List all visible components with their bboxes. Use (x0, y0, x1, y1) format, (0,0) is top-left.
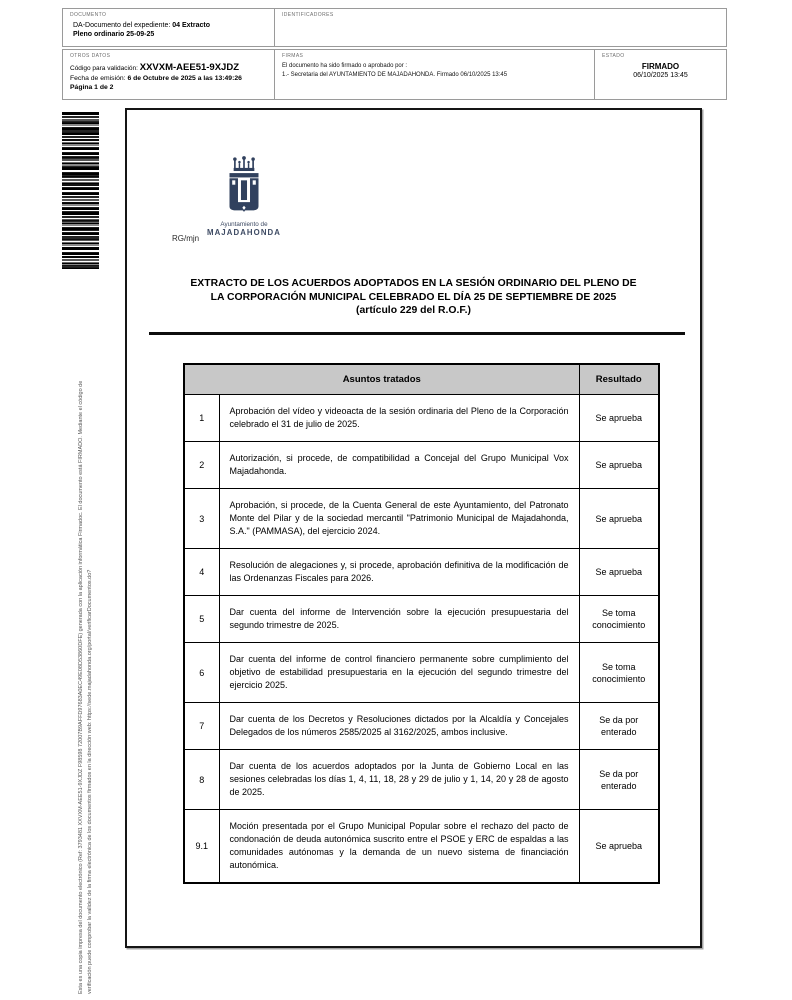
coat-of-arms-logo (219, 156, 269, 214)
acuerdos-table (183, 363, 660, 884)
document-sheet (125, 108, 702, 948)
reference-initials: RG/mjn (172, 234, 200, 243)
estado-datetime: 06/10/2025 13:45 (633, 72, 688, 79)
estado-box (595, 49, 727, 100)
table-row (184, 395, 659, 442)
table-row (184, 810, 659, 884)
row-number-cell: 5 (184, 596, 219, 643)
documento-box (62, 8, 275, 47)
resultado-cell: Se da por enterado (579, 703, 659, 750)
table-row (184, 489, 659, 549)
row-number-cell: 4 (184, 549, 219, 596)
documento-label: DOCUMENTO (70, 12, 107, 18)
asunto-cell: Dar cuenta de los acuerdos adoptados por la Junta de Gobierno Local en las sesiones celebradas los días 1, 4, 11, 18, 28 y 29 de julio y 1, 14, 20 y 28 de agosto de 2025. (219, 750, 579, 810)
resultado-cell: Se aprueba (579, 549, 659, 596)
firmas-box (275, 49, 595, 100)
logo-caption-line1: Ayuntamiento de (220, 221, 268, 228)
metadata-header (62, 8, 727, 100)
firmas-label: FIRMAS (282, 53, 304, 59)
codigo-label: Código para validación: (70, 65, 140, 72)
verification-line-2: verificación puede comprobar la validez de la firma electrónica de los documentos firmados en la dirección web: https://sede.majadahonda.org/portal/verificarDocumentos.do? (86, 569, 93, 994)
header-resultado: Resultado (579, 364, 659, 395)
table-row (184, 750, 659, 810)
estado-label: ESTADO (602, 53, 625, 59)
expediente-label: DA-Documento del expediente: (73, 22, 173, 29)
row-number-cell: 1 (184, 395, 219, 442)
verification-side-text (77, 278, 94, 994)
title-line-1: EXTRACTO DE LOS ACUERDOS ADOPTADOS EN LA SESIÓN ORDINARIO DEL PLENO DE (190, 278, 637, 289)
fecha-label: Fecha de emisión: (70, 75, 128, 82)
title-divider-rule (149, 332, 685, 335)
identificadores-box (275, 8, 727, 47)
resultado-cell: Se da por enterado (579, 750, 659, 810)
firmas-signer: 1.- Secretaria del AYUNTAMIENTO DE MAJADAHONDA. Firmado 06/10/2025 13:45 (282, 71, 508, 78)
resultado-cell: Se aprueba (579, 489, 659, 549)
asunto-cell: Aprobación del vídeo y videoacta de la sesión ordinaria del Pleno de la Corporación celebrado el 31 de julio de 2025. (219, 395, 579, 442)
row-number-cell: 7 (184, 703, 219, 750)
table-row (184, 442, 659, 489)
asunto-cell: Dar cuenta del informe de control financiero permanente sobre cumplimiento del objetivo de estabilidad presupuestaria en la ejecución del segundo trimestre del ejercicio 2025. (219, 643, 579, 703)
resultado-cell: Se aprueba (579, 395, 659, 442)
logo-block (189, 156, 299, 237)
asunto-cell: Dar cuenta del informe de Intervención sobre la ejecución presupuestaria del segundo trimestre de 2025. (219, 596, 579, 643)
resultado-cell: Se toma conocimiento (579, 596, 659, 643)
asunto-cell: Aprobación, si procede, de la Cuenta General de este Ayuntamiento, del Patronato Monte del Pilar y de la sociedad mercantil "Patrimonio Municipal de Majadahonda, S.A." (PAMMASA), del ejercicio 2024. (219, 489, 579, 549)
pleno-value: Pleno ordinario 25-09-25 (73, 31, 155, 38)
resultado-cell: Se toma conocimiento (579, 643, 659, 703)
firmas-intro: El documento ha sido firmado o aprobado por : (282, 63, 408, 69)
table-row (184, 643, 659, 703)
identificadores-label: IDENTIFICADORES (282, 12, 334, 18)
logo-caption-line2: MAJADAHONDA (206, 228, 282, 237)
resultado-cell: Se aprueba (579, 810, 659, 884)
row-number-cell: 9.1 (184, 810, 219, 884)
asunto-cell: Dar cuenta de los Decretos y Resoluciones dictados por la Alcaldía y Concejales Delegados de los números 2585/2025 al 3162/2025, ambos inclusive. (219, 703, 579, 750)
header-asuntos-tratados: Asuntos tratados (184, 364, 579, 395)
expediente-line (70, 21, 267, 30)
codigo-value: XXVXM-AEE51-9XJDZ (139, 62, 240, 73)
row-number-cell: 3 (184, 489, 219, 549)
row-number-cell: 6 (184, 643, 219, 703)
resultado-cell: Se aprueba (579, 442, 659, 489)
expediente-value: 04 Extracto (172, 22, 210, 29)
pagina-value: Página 1 de 2 (70, 84, 114, 91)
table-body (184, 395, 659, 884)
table-header-row (184, 364, 659, 395)
title-line-2: LA CORPORACIÓN MUNICIPAL CELEBRADO EL DÍA 25 DE SEPTIEMBRE DE 2025 (210, 291, 617, 303)
document-title (127, 277, 700, 318)
title-line-3: (artículo 229 del R.O.F.) (356, 305, 471, 316)
fecha-value: 6 de Octubre de 2025 a las 13:49:26 (127, 75, 242, 82)
asunto-cell: Resolución de alegaciones y, si procede, aprobación definitiva de la modificación de las Ordenanzas Fiscales para 2026. (219, 549, 579, 596)
table-row (184, 703, 659, 750)
pleno-line (70, 30, 267, 39)
row-number-cell: 2 (184, 442, 219, 489)
verification-line-1: Esta es una copia impresa del documento electrónico (Ref: 3793481 XXVXM-AEE51-9XJDZ F98598 72007B9AFFD97683A0EC49E08D53860DFE) generada con la aplicación informática Firmadoc. El documento está FIRMADO. Mediante el código de (78, 380, 84, 994)
codigo-validacion-line (70, 62, 267, 74)
fecha-emision-line (70, 74, 267, 83)
otros-datos-box (62, 49, 275, 100)
table-row (184, 596, 659, 643)
table-row (184, 549, 659, 596)
barcode (62, 112, 99, 269)
asunto-cell: Moción presentada por el Grupo Municipal Popular sobre el rechazo del pacto de condonación de deuda autonómica suscrito entre el PSOE y ERC de espaldas a las comunidades autónomas y la demanda de un nuevo sistema de financiación autonómica. (219, 810, 579, 884)
row-number-cell: 8 (184, 750, 219, 810)
asunto-cell: Autorización, si procede, de compatibilidad a Concejal del Grupo Municipal Vox Majadahonda. (219, 442, 579, 489)
estado-status: FIRMADO (641, 62, 680, 71)
pagina-line (70, 83, 267, 92)
otros-datos-label: OTROS DATOS (70, 53, 111, 59)
